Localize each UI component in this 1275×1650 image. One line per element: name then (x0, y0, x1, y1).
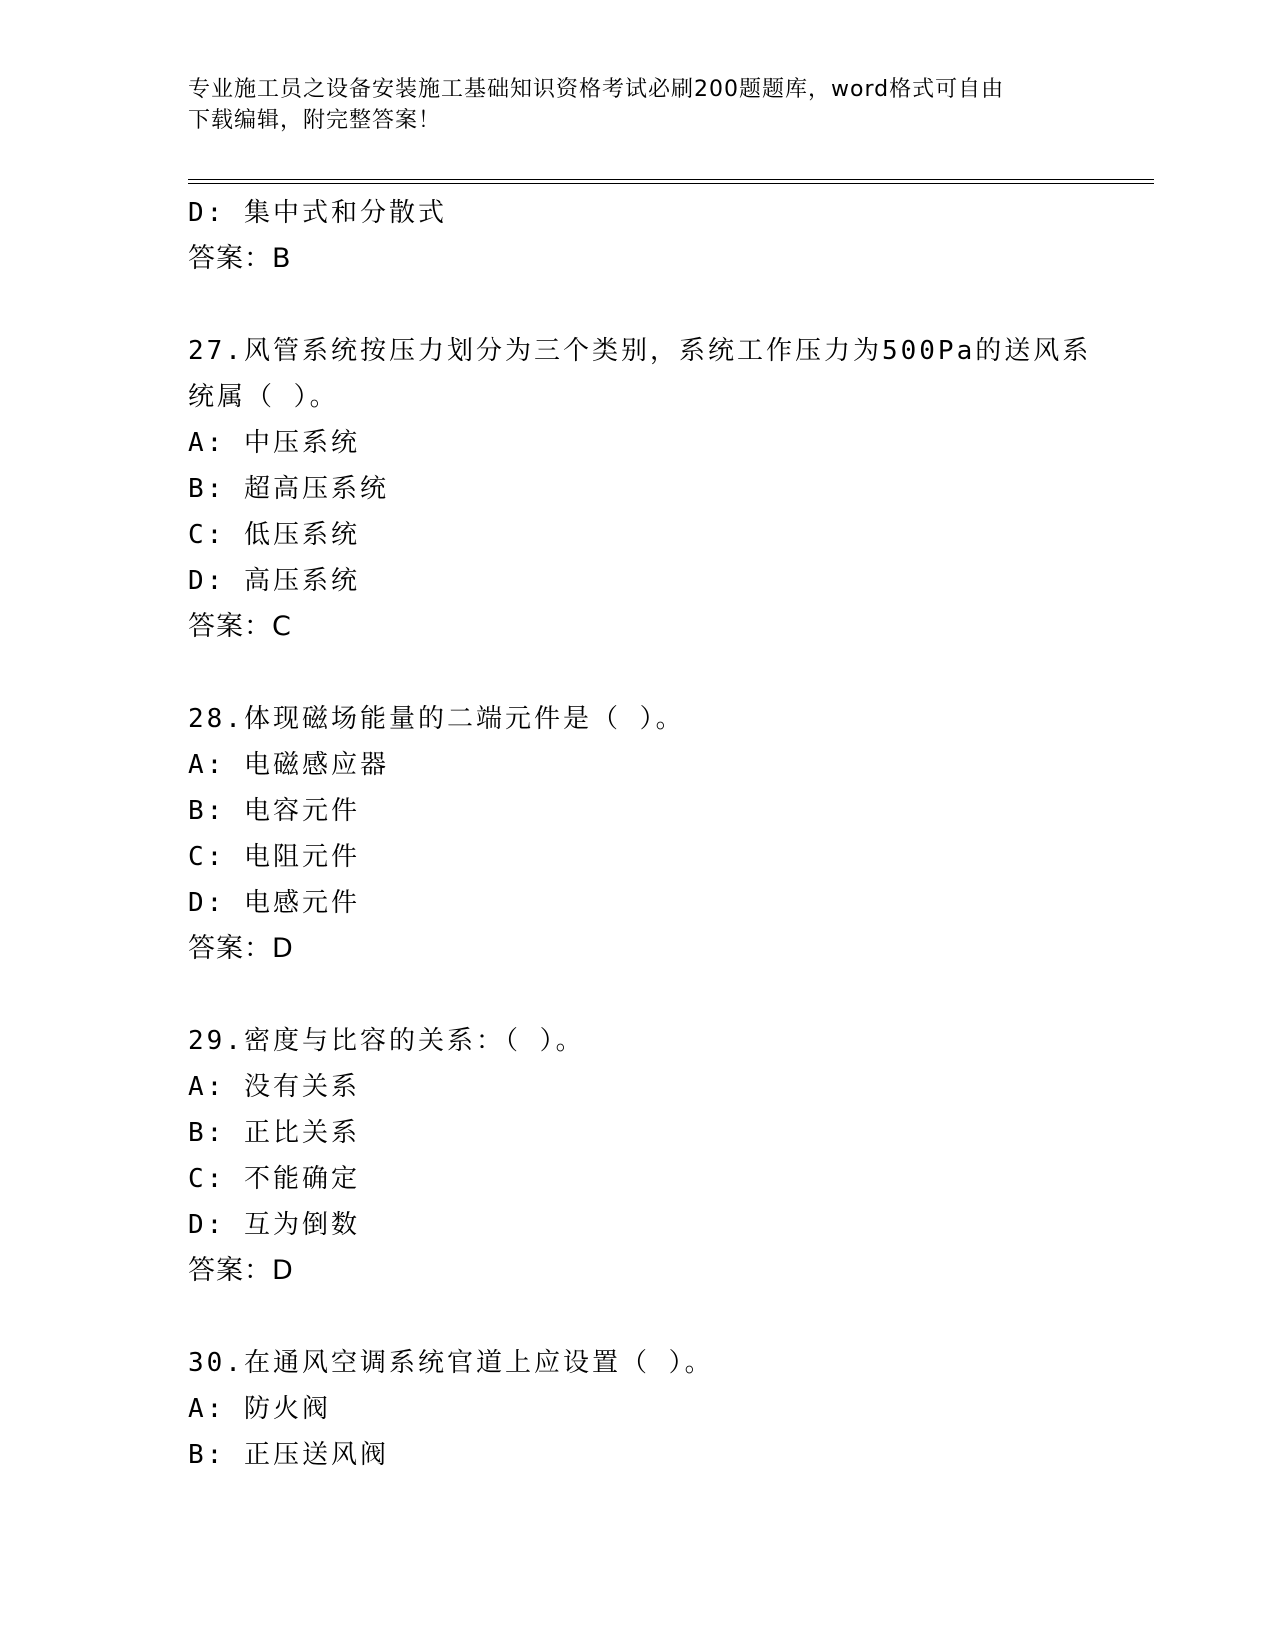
option-b: B: 正比关系 (188, 1118, 360, 1148)
option-b: B: 电容元件 (188, 796, 360, 826)
spacer (188, 972, 1088, 1018)
option-a: A: 防火阀 (188, 1394, 331, 1424)
question-stem-line-2: 统属（ ）。 (188, 382, 339, 412)
question-29 (188, 1018, 1088, 1294)
option-c: C: 电阻元件 (188, 842, 360, 872)
question-stem-line-1: 30.在通风空调系统官道上应设置（ ）。 (188, 1348, 714, 1378)
option-d: D: 互为倒数 (188, 1210, 360, 1240)
header-line-2: 下载编辑，附完整答案！ (188, 108, 442, 133)
spacer (188, 282, 1088, 328)
option-b: B: 正压送风阀 (188, 1440, 389, 1470)
option-d: D: 高压系统 (188, 566, 360, 596)
question-list (188, 190, 1092, 1478)
answer-line: 答案：C (188, 611, 292, 642)
question-stem-line-1: 27.风管系统按压力划分为三个类别，系统工作压力为500Pa的送风系 (188, 336, 1092, 366)
option-a: A: 电磁感应器 (188, 750, 389, 780)
question-stem-line-1: 28.体现磁场能量的二端元件是（ ）。 (188, 704, 685, 734)
question-27 (188, 328, 1092, 650)
header-divider-bottom (188, 183, 1154, 184)
document-header (188, 74, 1088, 136)
header-divider-top (188, 179, 1154, 180)
option-b: B: 超高压系统 (188, 474, 389, 504)
option-a: A: 中压系统 (188, 428, 360, 458)
option-d: D: 电感元件 (188, 888, 360, 918)
header-line-1: 专业施工员之设备安装施工基础知识资格考试必刷200题题库，word格式可自由 (188, 77, 1005, 102)
option-c: C: 低压系统 (188, 520, 360, 550)
option-c: C: 不能确定 (188, 1164, 360, 1194)
option-a: A: 没有关系 (188, 1072, 360, 1102)
question-stem-line-1: 29.密度与比容的关系：（ ）。 (188, 1026, 585, 1056)
answer-line: 答案：B (188, 243, 292, 274)
spacer (188, 650, 1088, 696)
option-d: D: 集中式和分散式 (188, 198, 447, 228)
question-26-tail (188, 190, 1088, 282)
spacer (188, 1294, 1088, 1340)
answer-line: 答案：D (188, 933, 294, 964)
question-28 (188, 696, 1088, 972)
question-30 (188, 1340, 1088, 1478)
answer-line: 答案：D (188, 1255, 294, 1286)
